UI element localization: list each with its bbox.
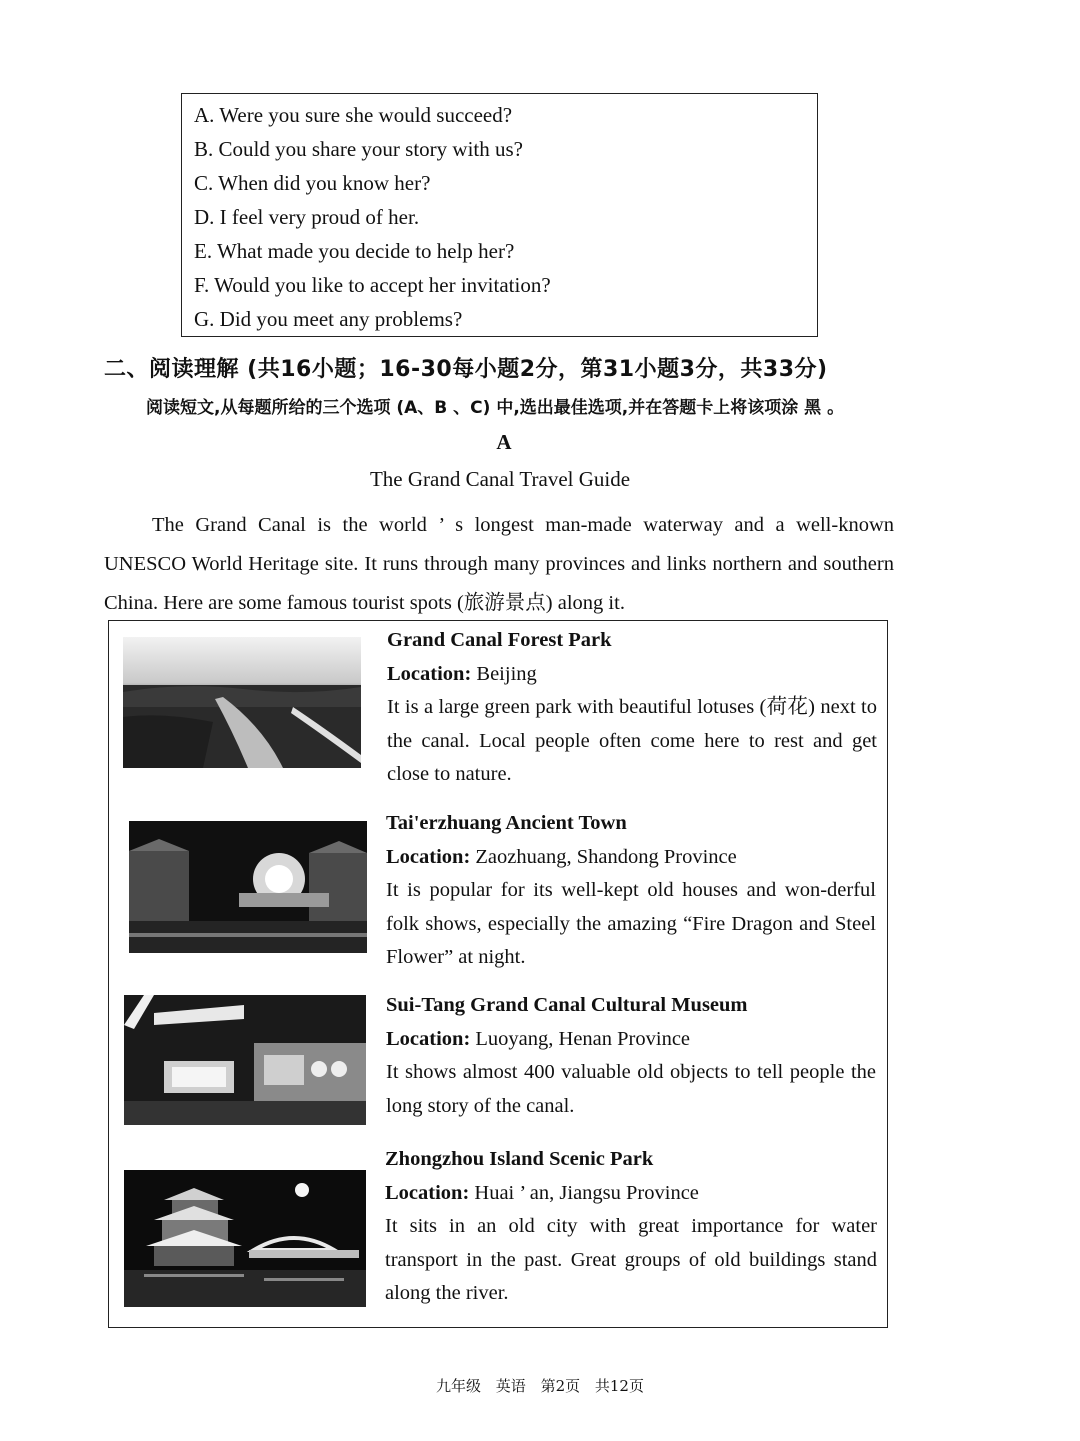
spot-description: It sits in an old city with great importance for water transport in the past. Great groups of old buildings stand along the river. xyxy=(385,1215,877,1304)
spot-location xyxy=(387,658,877,692)
spot-location xyxy=(386,1023,876,1057)
section-instruction: 阅读短文,从每题所给的三个选项 (A、B 、C) 中,选出最佳选项,并在答题卡上将该项涂 黑 。 xyxy=(146,398,845,418)
location-label: Location: xyxy=(385,1181,470,1204)
spot-name: Zhongzhou Island Scenic Park xyxy=(385,1148,654,1170)
location-value: Beijing xyxy=(476,662,537,685)
museum-photo xyxy=(124,995,366,1125)
ancient-town-photo xyxy=(129,821,367,953)
spot-location xyxy=(385,1177,877,1211)
location-label: Location: xyxy=(386,1027,471,1050)
answer-options-box xyxy=(181,93,818,337)
option-d: D. I feel very proud of her. xyxy=(194,205,420,229)
location-value: Zaozhuang, Shandong Province xyxy=(475,845,737,868)
spot-location xyxy=(386,841,876,875)
location-value: Huai ’ an, Jiangsu Province xyxy=(474,1181,699,1204)
spot-description: It is popular for its well-kept old houses and won-derful folk shows, especially the amazing “Fire Dragon and Steel Flower” at night. xyxy=(386,879,876,968)
forest-park-photo xyxy=(123,637,361,768)
spot-description: It shows almost 400 valuable old objects to tell people the long story of the canal. xyxy=(386,1061,876,1117)
location-value: Luoyang, Henan Province xyxy=(475,1027,691,1050)
option-b: B. Could you share your story with us? xyxy=(194,137,523,161)
tourist-spots-box xyxy=(108,620,888,1328)
location-label: Location: xyxy=(387,662,472,685)
location-label: Location: xyxy=(386,845,471,868)
passage-intro: The Grand Canal is the world ’ s longest man-made waterway and a well-known UNESCO World Heritage site. It runs through many provinces and links northern and southern China. Here are some famous tourist spots (旅游景点) along it. xyxy=(104,514,894,614)
spot-name: Sui-Tang Grand Canal Cultural Museum xyxy=(386,994,748,1016)
passage-letter: A xyxy=(496,430,512,454)
section-heading: 二、阅读理解 (共16小题；16-30每小题2分，第31小题3分，共33分) xyxy=(104,357,828,382)
option-a: A. Were you sure she would succeed? xyxy=(194,103,513,127)
option-f: F. Would you like to accept her invitation? xyxy=(194,273,551,297)
spot-name: Tai'erzhuang Ancient Town xyxy=(386,812,627,834)
option-g: G. Did you meet any problems? xyxy=(194,307,463,331)
option-c: C. When did you know her? xyxy=(194,171,431,195)
page-footer: 九年级 英语 第2页 共12页 xyxy=(436,1377,644,1395)
scenic-park-photo xyxy=(124,1170,366,1307)
option-e: E. What made you decide to help her? xyxy=(194,239,515,263)
spot-name: Grand Canal Forest Park xyxy=(387,629,612,651)
passage-title: The Grand Canal Travel Guide xyxy=(369,467,631,491)
spot-description: It is a large green park with beautiful lotuses (荷花) next to the canal. Local people often come here to rest and get close to nature. xyxy=(387,696,877,785)
